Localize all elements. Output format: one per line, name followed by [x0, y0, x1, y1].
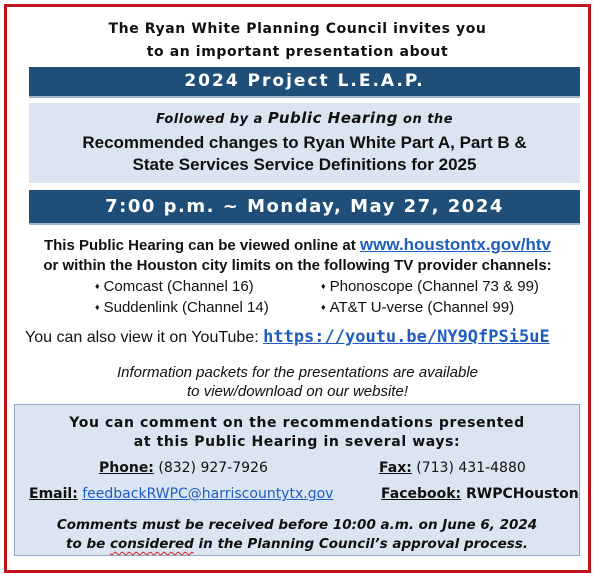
channel-item: ♦ Comcast (Channel 16): [95, 278, 254, 295]
diamond-bullet-icon: ♦: [95, 281, 100, 291]
fax-label: Fax:: [379, 460, 412, 476]
diamond-bullet-icon: ♦: [321, 302, 326, 312]
channel-item: ♦ Suddenlink (Channel 14): [95, 299, 269, 316]
hearing-title-line-2: State Services Service Definitions for 2025: [132, 155, 477, 174]
viewing-line-1: [7, 235, 588, 255]
youtube-text: You can also view it on YouTube:: [25, 329, 264, 346]
comment-box: [14, 404, 580, 556]
datetime-bar: [29, 190, 580, 225]
email-label: Email:: [29, 486, 78, 502]
packets-line-2: to view/download on our website!: [187, 383, 408, 400]
hearing-public-hearing: Public Hearing: [267, 109, 398, 127]
channel-item: ♦ Phonoscope (Channel 73 & 99): [321, 278, 539, 295]
phone-label: Phone:: [99, 460, 154, 476]
youtube-line: [25, 327, 550, 347]
comment-line-2: at this Public Hearing in several ways:: [133, 434, 461, 450]
viewing-line-1-text: This Public Hearing can be viewed online at: [43, 237, 360, 254]
deadline-line-2: to be considered in the Planning Council’s approval process.: [66, 536, 528, 552]
project-title-bar: [29, 67, 580, 98]
comment-line-1: You can comment on the recommendations presented: [69, 415, 525, 431]
facebook-value: RWPCHouston: [461, 486, 579, 502]
intro-line-1: The Ryan White Planning Council invites you: [108, 21, 487, 37]
facebook-label: Facebook:: [381, 486, 462, 502]
email-link[interactable]: feedbackRWPC@harriscountytx.gov: [82, 486, 334, 502]
hearing-block: [29, 103, 580, 183]
email-contact: [29, 486, 333, 502]
diamond-bullet-icon: ♦: [95, 302, 100, 312]
fax-contact: [379, 460, 526, 476]
hearing-title-line-1: Recommended changes to Ryan White Part A, Part B &: [82, 133, 527, 152]
hearing-intro: [29, 109, 580, 127]
hearing-suffix: on the: [397, 112, 454, 127]
intro-line-2: to an important presentation about: [146, 44, 449, 60]
channel-item: ♦ AT&T U-verse (Channel 99): [321, 299, 515, 316]
project-title: 2024 Project L.E.A.P.: [184, 71, 425, 91]
viewing-line-2: or within the Houston city limits on the following TV provider channels:: [43, 257, 552, 274]
facebook-contact: [381, 486, 579, 502]
phone-value: (832) 927-7926: [153, 460, 268, 476]
htv-link[interactable]: www.houstontx.gov/htv: [359, 235, 551, 254]
deadline-line-1: Comments must be received before 10:00 a.m. on June 6, 2024: [56, 517, 538, 533]
hearing-prefix: Followed by a: [155, 112, 268, 127]
diamond-bullet-icon: ♦: [321, 281, 326, 291]
event-datetime: 7:00 p.m. ~ Monday, May 27, 2024: [105, 196, 504, 217]
youtube-link[interactable]: https://youtu.be/NY9QfPSi5uE: [263, 327, 550, 347]
fax-value: (713) 431-4880: [411, 460, 526, 476]
packets-line-1: Information packets for the presentations are available: [116, 364, 479, 381]
phone-contact: [99, 460, 268, 476]
spellcheck-underlined-word: considered: [109, 536, 194, 552]
